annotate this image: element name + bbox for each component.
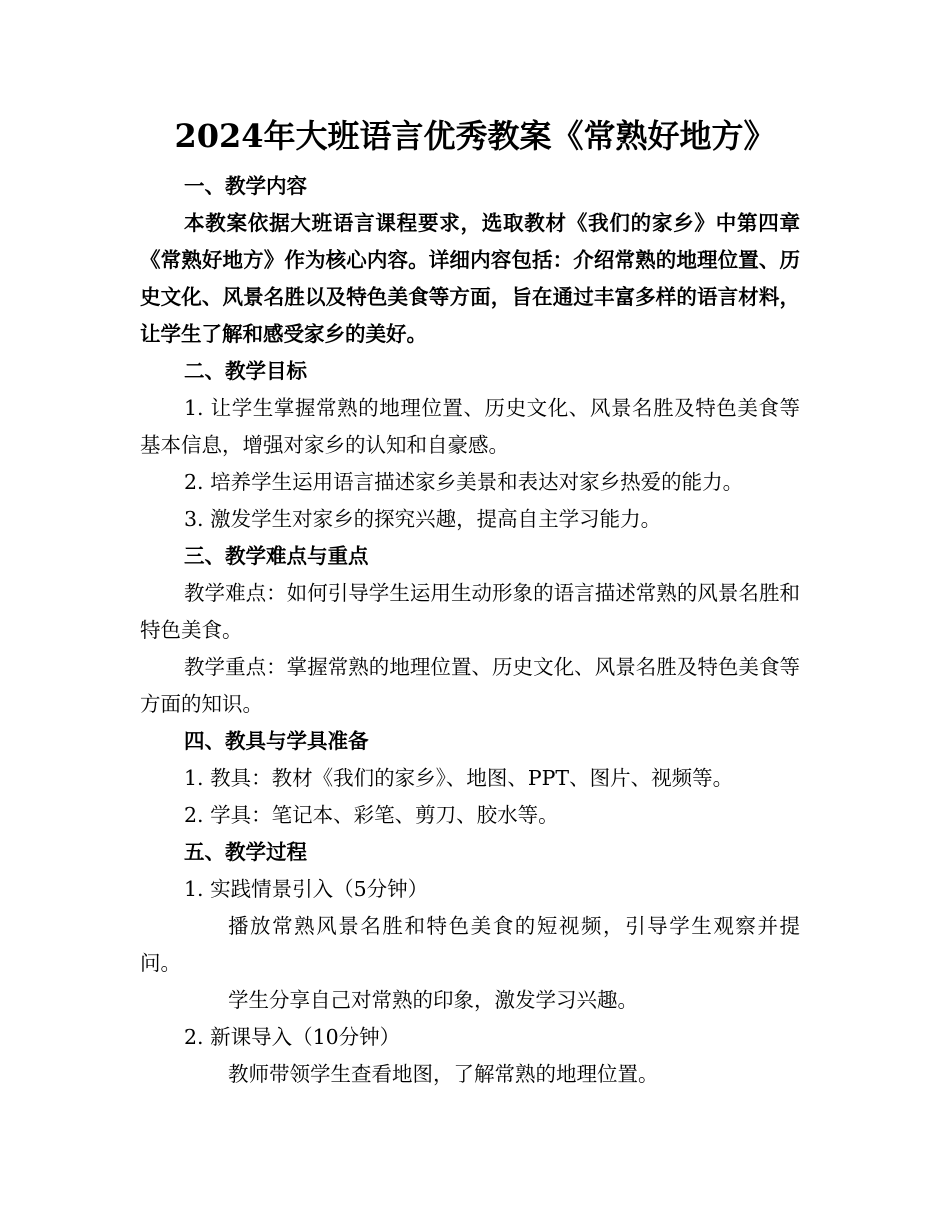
section-heading-teaching-goals: 二、教学目标 — [184, 359, 307, 383]
teaching-content-paragraph: 本教案依据大班语言课程要求，选取教材《我们的家乡》中第四章《常熟好地方》作为核心内容。详细内容包括：介绍常熟的地理位置、历史文化、风景名胜以及特色美食等方面，旨在通过丰富多样的语言材料，让学生了解和感受家乡的美好。 — [140, 211, 800, 346]
difficulty-paragraph: 教学难点：如何引导学生运用生动形象的语言描述常熟的风景名胜和特色美食。 — [140, 581, 800, 642]
focus-paragraph: 教学重点：掌握常熟的地理位置、历史文化、风景名胜及特色美食等方面的知识。 — [140, 655, 800, 716]
section-heading-teaching-content: 一、教学内容 — [184, 174, 307, 198]
process-step-2: 2. 新课导入（10分钟） — [184, 1025, 401, 1049]
materials-item-2: 2. 学具：笔记本、彩笔、剪刀、胶水等。 — [184, 803, 559, 827]
materials-item-1: 1. 教具：教材《我们的家乡》、地图、PPT、图片、视频等。 — [184, 766, 734, 790]
section-heading-materials: 四、教具与学具准备 — [184, 729, 369, 753]
document-body — [140, 168, 800, 1093]
section-heading-difficulties-focus: 三、教学难点与重点 — [184, 544, 369, 568]
process-step-1-detail-1: 播放常熟风景名胜和特色美食的短视频，引导学生观察并提问。 — [140, 914, 800, 975]
goal-item-2: 2. 培养学生运用语言描述家乡美景和表达对家乡热爱的能力。 — [184, 470, 744, 494]
process-step-1: 1. 实践情景引入（5分钟） — [184, 877, 429, 901]
process-step-1-detail-2: 学生分享自己对常熟的印象，激发学习兴趣。 — [228, 988, 638, 1012]
section-heading-process: 五、教学过程 — [184, 840, 307, 864]
document-title: 2024年大班语言优秀教案《常熟好地方》 — [174, 117, 776, 155]
goal-item-1: 1. 让学生掌握常熟的地理位置、历史文化、风景名胜及特色美食等基本信息，增强对家乡的认知和自豪感。 — [140, 396, 800, 457]
process-step-2-detail-1: 教师带领学生查看地图，了解常熟的地理位置。 — [228, 1062, 659, 1086]
goal-item-3: 3. 激发学生对家乡的探究兴趣，提高自主学习能力。 — [184, 507, 662, 531]
